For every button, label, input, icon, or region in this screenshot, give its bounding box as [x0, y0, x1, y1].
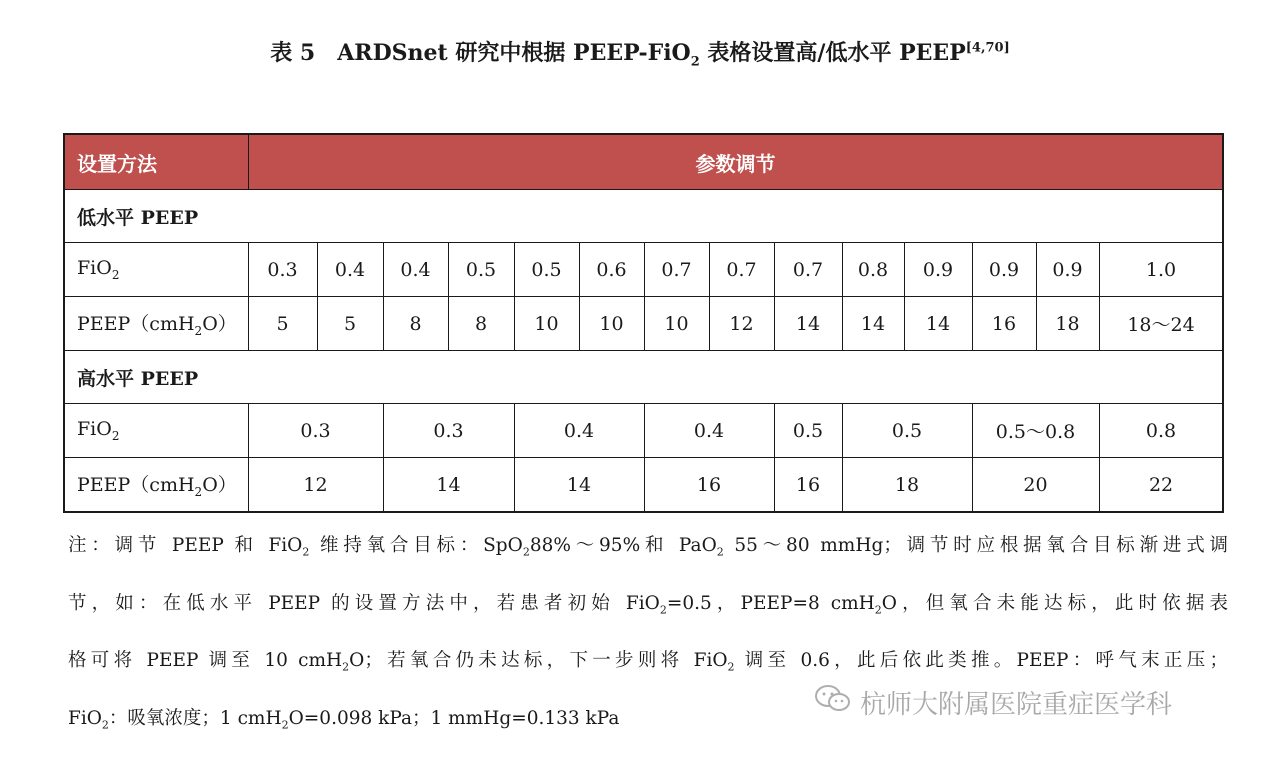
table-cell: 0.5 [842, 404, 972, 458]
header-method: 设置方法 [64, 134, 248, 190]
header-params: 参数调节 [248, 134, 1223, 190]
table-cell: 5 [248, 297, 317, 351]
table-cell: 14 [514, 458, 644, 513]
low-fio2-label: FiO$_2$ [64, 243, 248, 297]
table-cell: 0.8 [1099, 404, 1223, 458]
wechat-icon [814, 683, 852, 722]
table-cell: 14 [904, 297, 972, 351]
table-cell: 8 [448, 297, 514, 351]
table-cell: 20 [972, 458, 1099, 513]
table-cell: 0.7 [709, 243, 774, 297]
low-peep-label: PEEP（cmH$_2$O） [64, 297, 248, 351]
section-low-label: 低水平 PEEP [64, 190, 1223, 243]
table-cell: 22 [1099, 458, 1223, 513]
table-cell: 0.9 [904, 243, 972, 297]
note-line-3: 格可将 PEEP 调至 10 cmH$_2$O；若氧合仍未达标，下一步则将 FiO$_2$ 调至 0.6，此后依此类推。PEEP：呼气末正压； [68, 650, 1228, 675]
table-cell: 0.6 [579, 243, 644, 297]
table-cell: 0.8 [842, 243, 904, 297]
note-line-2: 节，如：在低水平 PEEP 的设置方法中，若患者初始 FiO$_2$=0.5，PEEP=8 cmH$_2$O，但氧合未能达标，此时依据表 [68, 592, 1228, 617]
table-cell: 0.4 [317, 243, 383, 297]
section-high-label: 高水平 PEEP [64, 351, 1223, 404]
watermark-text: 杭师大附属医院重症医学科 [860, 689, 1173, 720]
table-cell: 8 [383, 297, 448, 351]
high-fio2-row [64, 404, 1223, 458]
high-fio2-label: FiO$_2$ [64, 404, 248, 458]
table-cell: 0.7 [774, 243, 842, 297]
table-cell: 0.5 [514, 243, 579, 297]
low-peep-row [64, 297, 1223, 351]
table-cell: 10 [579, 297, 644, 351]
peep-fio2-table [63, 133, 1224, 513]
table-cell: 18～24 [1099, 297, 1223, 351]
low-fio2-row [64, 243, 1223, 297]
table-cell: 5 [317, 297, 383, 351]
table-cell: 1.0 [1099, 243, 1223, 297]
table-cell: 16 [644, 458, 774, 513]
table-header-row [64, 134, 1223, 190]
table-cell: 0.3 [248, 404, 383, 458]
table-cell: 0.9 [972, 243, 1036, 297]
table-cell: 12 [248, 458, 383, 513]
table-cell: 0.5 [774, 404, 842, 458]
table-cell: 18 [1036, 297, 1099, 351]
note-line-4: FiO$_2$：吸氧浓度；1 cmH$_2$O=0.098 kPa；1 mmHg=0.133 kPa [68, 708, 620, 732]
table-cell: 10 [514, 297, 579, 351]
high-peep-row [64, 458, 1223, 513]
table-cell: 12 [709, 297, 774, 351]
table-cell: 0.3 [248, 243, 317, 297]
table-cell: 0.3 [383, 404, 514, 458]
table-cell: 16 [774, 458, 842, 513]
section-low [64, 190, 1223, 243]
table-cell: 10 [644, 297, 709, 351]
table-cell: 0.4 [514, 404, 644, 458]
table-title: 表 5 ARDSnet 研究中根据 PEEP-FiO$_2$ 表格设置高/低水平 PEEP[4,70] [270, 40, 1010, 70]
table-cell: 14 [383, 458, 514, 513]
table-cell: 18 [842, 458, 972, 513]
table-cell: 14 [774, 297, 842, 351]
watermark [814, 682, 1244, 722]
table-cell: 0.9 [1036, 243, 1099, 297]
section-high [64, 351, 1223, 404]
table-cell: 0.7 [644, 243, 709, 297]
table-cell: 0.5 [448, 243, 514, 297]
table-cell: 0.4 [644, 404, 774, 458]
table-cell: 14 [842, 297, 904, 351]
high-peep-label: PEEP（cmH$_2$O） [64, 458, 248, 513]
table-cell: 0.5～0.8 [972, 404, 1099, 458]
table-cell: 16 [972, 297, 1036, 351]
table-cell: 0.4 [383, 243, 448, 297]
note-line-1: 注：调节 PEEP 和 FiO$_2$ 维持氧合目标：SpO$_2$88%～95%和 PaO$_2$ 55～80 mmHg；调节时应根据氧合目标渐进式调 [68, 535, 1228, 559]
